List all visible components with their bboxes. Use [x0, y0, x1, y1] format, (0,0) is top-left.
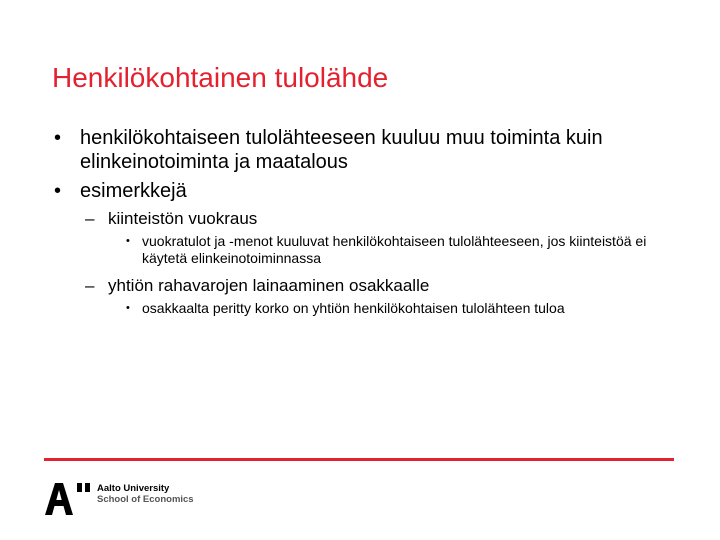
bullet-text: esimerkkejä [80, 180, 187, 202]
logo-line-university: Aalto University [97, 483, 170, 494]
bullet-marker: • [126, 235, 130, 247]
dash-marker: – [85, 209, 95, 228]
sub-sub-bullet-item [124, 233, 692, 267]
slide-content [52, 126, 692, 325]
bullet-marker: • [54, 127, 62, 149]
logo-wordmark [97, 483, 194, 505]
bullet-marker: • [126, 302, 130, 314]
bullet-item [52, 179, 692, 203]
logo-line-school: School of Economics [97, 494, 194, 505]
sub-sub-bullet-text: osakkaalta peritty korko on yhtiön henkilökohtaisen tulolähteen tuloa [142, 300, 565, 316]
dash-marker: – [85, 276, 95, 295]
sub-bullet-text: kiinteistön vuokraus [108, 209, 258, 228]
bullet-item [52, 126, 692, 174]
sub-bullet-item [85, 275, 692, 296]
footer-divider [44, 458, 674, 461]
aalto-logo-mark-icon [44, 480, 94, 516]
sub-sub-bullet-item [124, 300, 692, 317]
sub-bullet-text: yhtiön rahavarojen lainaaminen osakkaalle [108, 276, 430, 295]
bullet-marker: • [54, 180, 62, 202]
sub-sub-bullet-text: vuokratulot ja -menot kuuluvat henkilökohtaiseen tulolähteeseen, jos kiinteistöä ei käytetä elinkeinotoiminnassa [142, 233, 647, 266]
sub-bullet-item [85, 208, 692, 229]
bullet-text: henkilökohtaiseen tulolähteeseen kuuluu muu toiminta kuin elinkeinotoiminta ja maatalous [80, 127, 603, 173]
slide-title: Henkilökohtainen tulolähde [52, 62, 389, 93]
